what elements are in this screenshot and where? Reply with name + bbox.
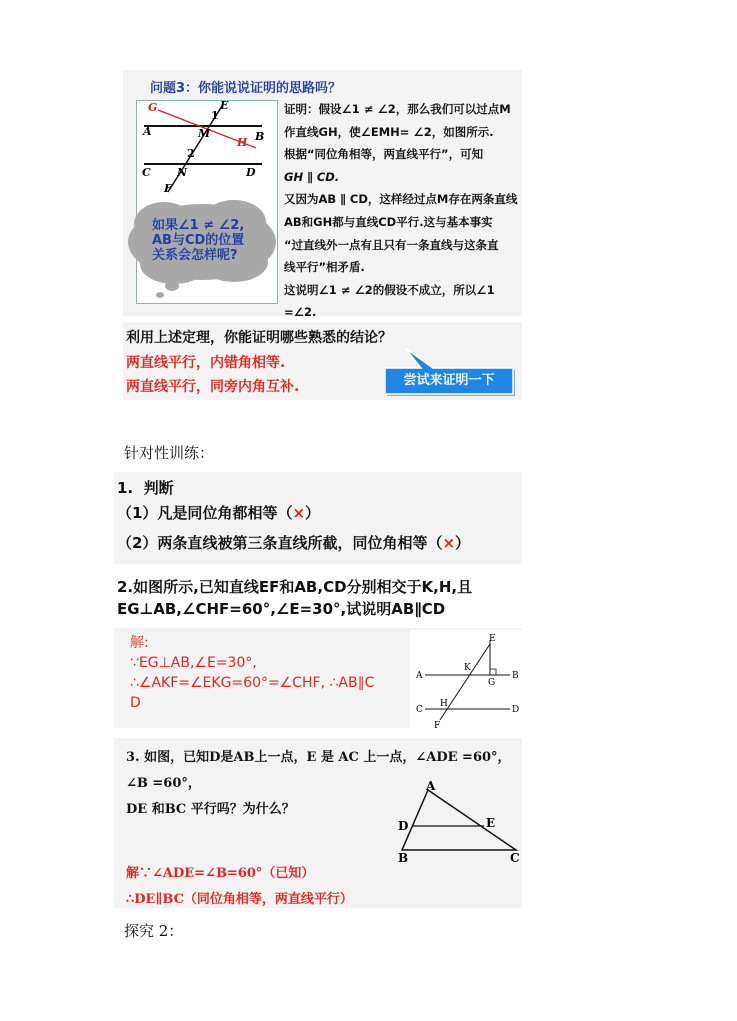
try-proof-button[interactable]: 尝试来证明一下	[403, 373, 495, 388]
fig3-label-C: C	[510, 851, 520, 865]
label-N: N	[177, 166, 188, 179]
judge-title: 1. 判断	[117, 479, 174, 497]
problem3-solution-1: 解∵∠ADE=∠B=60°（已知）	[126, 866, 315, 881]
training-heading: 针对性训练：	[124, 444, 215, 462]
label-1: 1	[211, 109, 219, 122]
proof-line-2: 作直线GH，使∠EMH= ∠2，如图所示.	[284, 124, 494, 139]
fig3-label-D: D	[398, 819, 409, 833]
cloud-line-2: AB与CD的位置	[152, 233, 245, 248]
triangle-figure	[390, 778, 522, 868]
conclusion-1: 两直线平行，内错角相等.	[126, 355, 286, 371]
question-title: 问题3：你能说说证明的思路吗？	[150, 81, 342, 96]
cloud-line-1: 如果∠1 ≠ ∠2,	[152, 218, 245, 233]
proof-line-1: 证明：假设∠1 ≠ ∠2，那么我们可以过点M	[284, 102, 511, 116]
proof-line-4: GH ∥ CD.	[284, 169, 340, 184]
label-H: H	[237, 136, 248, 149]
proof-line-8: 线平行”相矛盾.	[284, 260, 365, 275]
solution2-line-1: 解:	[130, 635, 149, 651]
fig2-label-D: D	[512, 705, 520, 715]
judge-item-2-mark: ×	[442, 534, 456, 552]
judge-item-2	[117, 532, 470, 553]
fig2-label-A: A	[416, 671, 423, 681]
label-G: G	[148, 101, 158, 114]
conclusion-2: 两直线平行，同旁内角互补.	[126, 379, 300, 395]
fig2-label-E: E	[489, 634, 496, 644]
label-D: D	[246, 166, 256, 179]
label-M: M	[198, 127, 211, 140]
judge-item-1-mark: ×	[292, 504, 306, 522]
label-A: A	[143, 125, 152, 138]
fig3-label-B: B	[398, 851, 409, 865]
cloud-line-3: 关系会怎样呢?	[152, 248, 238, 263]
problem3-line-3: DE 和BC 平行吗？为什么？	[126, 802, 295, 817]
fig2-label-H: H	[440, 699, 448, 709]
proof-line-9: 这说明∠1 ≠ ∠2的假设不成立，所以∠1	[284, 282, 495, 297]
proof-line-5: 又因为AB ∥ CD，这样经过点M存在两条直线	[284, 192, 518, 207]
proof-line-10: =∠2.	[284, 305, 317, 320]
label-2: 2	[187, 147, 195, 160]
fig2-label-C: C	[416, 705, 423, 715]
problem3-line-2: ∠B =60°，	[126, 776, 201, 791]
label-F: F	[164, 182, 172, 195]
judge-item-1-close: ）	[305, 504, 321, 522]
fig2-label-F: F	[434, 721, 441, 730]
proof-text	[284, 98, 517, 324]
problem2-line-1: 2.如图所示,已知直线EF和AB,CD分别相交于K,H,且	[117, 578, 473, 596]
problem2-line-2: EG⊥AB,∠CHF=60°,∠E=30°,试说明AB∥CD	[117, 600, 446, 618]
problem3-line-1: 3. 如图，已知D是AB上一点，E 是 AC 上一点，∠ADE =60°，	[126, 750, 511, 765]
judge-item-2-text: （2）两条直线被第三条直线所截，同位角相等（	[117, 534, 443, 552]
label-C: C	[142, 166, 151, 179]
fig2-label-B: B	[512, 671, 519, 681]
problem2-figure	[410, 630, 522, 730]
problem2-solution	[130, 633, 374, 713]
fig2-label-K: K	[464, 663, 471, 673]
judge-item-1-text: （1）凡是同位角都相等（	[117, 504, 293, 522]
cloud-text	[152, 218, 244, 263]
solution2-line-3: ∴∠AKF=∠EKG=60°=∠CHF, ∴AB∥C	[130, 675, 375, 691]
conclusions-question: 利用上述定理，你能证明哪些熟悉的结论？	[126, 330, 392, 346]
label-B: B	[255, 130, 265, 143]
proof-line-3: 根据“同位角相等，两直线平行”，可知	[284, 147, 484, 162]
solution2-line-2: ∵EG⊥AB,∠E=30°,	[130, 655, 257, 671]
judge-item-1	[117, 502, 320, 523]
fig2-label-G: G	[488, 678, 496, 688]
judge-item-2-close: ）	[455, 534, 471, 552]
proof-line-6: AB和GH都与直线CD平行.这与基本事实	[284, 214, 493, 229]
label-E: E	[220, 100, 229, 112]
proof-line-7: “过直线外一点有且只有一条直线与这条直	[284, 237, 499, 252]
explore-heading: 探究 2：	[124, 922, 184, 940]
solution2-line-4: D	[130, 695, 141, 711]
fig3-label-A: A	[426, 779, 436, 793]
fig3-label-E: E	[486, 816, 496, 830]
problem3-solution-2: ∴DE∥BC（同位角相等，两直线平行）	[126, 892, 353, 907]
